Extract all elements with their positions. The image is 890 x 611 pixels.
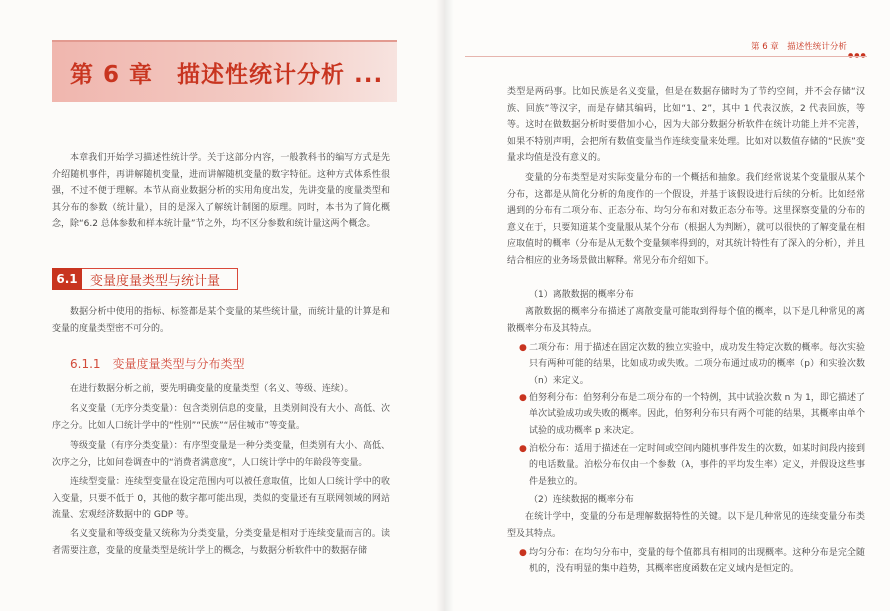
paragraph-measure-types: 在进行数据分析之前，要先明确变量的度量类型（名义、等级、连续）。 bbox=[70, 384, 354, 394]
discrete-intro: 离散数据的概率分布描述了离散变量可能取到得每个值的概率，以下是几种常见的离散概率分布及其特点。 bbox=[507, 307, 865, 334]
section-number: 6.1 bbox=[52, 268, 82, 290]
bullet-icon: ● bbox=[519, 343, 527, 353]
bullet-text: 泊松分布：适用于描述在一定时间或空间内随机事件发生的次数，如某时间段内接到的电话数量。泊松分布仅由一个参数（λ，事件的平均发生率）定义，并假设这些事件是独立的。 bbox=[529, 444, 865, 487]
bullet-bernoulli bbox=[519, 390, 865, 439]
bullet-icon: ● bbox=[519, 444, 527, 454]
paragraph-ordinal: 等级变量（有序分类变量）：有序型变量是一种分类变量，但类别有大小、高低、次序之分，比如问卷调查中的“消费者满意度”，人口统计学中的年龄段等变量。 bbox=[52, 441, 390, 468]
continuous-intro: 在统计学中，变量的分布是理解数据特性的关键。以下是几种常见的连续变量分布类型及其特点。 bbox=[507, 512, 865, 539]
bullet-poisson bbox=[519, 441, 865, 490]
bullet-uniform bbox=[519, 545, 865, 578]
subsection-title: 6.1.1 变量度量类型与分布类型 bbox=[70, 357, 245, 371]
chapter-banner bbox=[52, 40, 397, 102]
paragraph-distribution: 变量的分布类型是对实际变量分布的一个概括和抽象。我们经常说某个变量服从某个分布，这都是从简化分析的角度作的一个假设，并基于该假设进行后续的分析。比如经常遇到的分布有二项分布、正态分布、均匀分布和对数正态分布等。这里探察变量的分布的意义在于，只要知道某个变量服从某个分布（根据人为判断），就可以很快的了解变量在相应取值时的概率（分布是从无数个变量频率得到的，对其统计特性有了深入的分析），并且结合相应的业务场景做出解释。常见分布介绍如下。 bbox=[507, 173, 865, 266]
bullet-binomial bbox=[519, 340, 865, 389]
chapter-title: 第 6 章 描述性统计分析 ... bbox=[70, 62, 384, 88]
bullet-text: 均匀分布：在均匀分布中，变量的每个值都具有相同的出现概率。这种分布是完全随机的，没有明显的集中趋势，其概率密度函数在定义域内是恒定的。 bbox=[529, 548, 865, 575]
section-heading bbox=[52, 268, 238, 290]
chapter-intro: 本章我们开始学习描述性统计学。关于这部分内容，一般教科书的编写方式是先介绍随机事件，再讲解随机变量，进而讲解随机变量的数字特征。这种方式体系性很强，不过不便于理解。本节从商业数据分析的实用角度出发，先讲变量的度量类型和其分布的参数（统计量），目的是深入了解统计制图的原理。同时，本书为了简化概念，除“6.2 总体参数和样本统计量”节之外，均不区分参数和统计量这两个概念。 bbox=[52, 153, 390, 230]
section-title: 变量度量类型与统计量 bbox=[90, 273, 221, 289]
bullet-icon: ● bbox=[519, 393, 527, 403]
paragraph-storage-type: 类型是两码事。比如民族是名义变量，但是在数据存储时为了节约空间，并不会存储“汉族、回族”等汉字，而是存储其编码，比如“1、2”，其中 1 代表汉族，2 代表回族，等等。这时在做数据分析时要借加小心，因为大部分数据分析软件在统计功能上并不完善，如果不特别声明，会把所有数值变量当作连续变量来处理。比如对以数值存储的“民族”变量求均值是没有意义的。 bbox=[507, 87, 865, 164]
right-page bbox=[445, 0, 890, 611]
continuous-heading: （2）连续数据的概率分布 bbox=[529, 495, 634, 505]
bullet-icon: ● bbox=[519, 548, 527, 558]
discrete-heading: （1）离散数据的概率分布 bbox=[529, 290, 634, 300]
bullet-text: 伯努利分布：伯努利分布是二项分布的一个特例，其中试验次数 n 为 1，即它描述了单次试验成功或失败的概率。因此，伯努利分布只有两个可能的结果，其概率由单个试验的成功概率 p 来决定。 bbox=[529, 393, 865, 436]
running-head-rule bbox=[465, 56, 867, 57]
bullet-text: 二项分布：用于描述在固定次数的独立实验中，成功发生特定次数的概率。每次实验只有两种可能的结果，比如成功或失败。二项分布通过成功的概率（p）和实验次数（n）来定义。 bbox=[529, 343, 865, 386]
book-gutter bbox=[436, 0, 454, 611]
running-head: 第 6 章 描述性统计分析 bbox=[751, 42, 847, 52]
section-intro: 数据分析中使用的指标、标签都是某个变量的某些统计量，而统计量的计算是和变量的度量类型密不可分的。 bbox=[52, 307, 390, 334]
paragraph-nominal: 名义变量（无序分类变量）：包含类别信息的变量，且类别间没有大小、高低、次序之分。比如人口统计学中的“性别”“民族”“居住城市”等变量。 bbox=[52, 404, 390, 431]
paragraph-categorical: 名义变量和等级变量又统称为分类变量，分类变量是相对于连续变量而言的。读者需要注意，变量的度量类型是统计学上的概念，与数据分析软件中的数据存储 bbox=[52, 529, 390, 556]
paragraph-continuous: 连续型变量：连续型变量在设定范围内可以被任意取值，比如人口统计学中的收入变量，只要不低于 0，其他的数字都可能出现，类似的变量还有互联网领域的网站流量、宏观经济数据中的 GDP 等。 bbox=[52, 477, 390, 521]
